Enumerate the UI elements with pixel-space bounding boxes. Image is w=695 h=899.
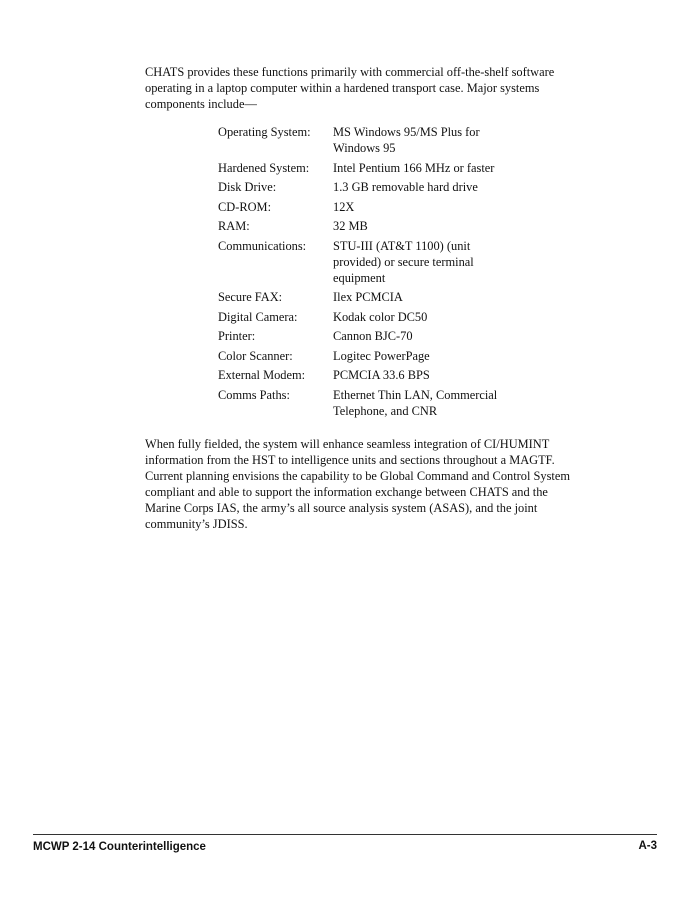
closing-paragraph: When fully fielded, the system will enhance seamless integration of CI/HUMINT information from the HST to intelligence units and sections throughout a MAGTF. Current planning envisions the capability to be Global Command and Control System compliant and able to support the information exchange between CHATS and the Marine Corps IAS, the army’s all source analysis system (ASAS), and the joint community’s JDISS. [145, 437, 571, 531]
table-row [218, 124, 508, 160]
components-table [218, 124, 508, 422]
component-label: Communications: [218, 238, 307, 253]
component-label: Color Scanner: [218, 348, 293, 363]
table-row [218, 348, 508, 368]
table-row [218, 160, 508, 180]
table-row [218, 218, 508, 238]
intro-paragraph: CHATS provides these functions primarily with commercial off-the-shelf software operating in a laptop computer within a hardened transport case. Major systems components include— [145, 65, 555, 111]
component-label: Digital Camera: [218, 309, 298, 324]
table-row [218, 309, 508, 329]
component-value: Logitec PowerPage [333, 348, 430, 363]
component-label: External Modem: [218, 368, 306, 382]
component-value: Ilex PCMCIA [333, 290, 403, 304]
table-row [218, 238, 508, 290]
page-number: A-3 [638, 840, 657, 852]
component-value: STU-III (AT&T 1100) (unit provided) or secure terminal equipment [333, 238, 474, 285]
component-value: Intel Pentium 166 MHz or faster [333, 160, 495, 175]
component-label: CD-ROM: [218, 199, 272, 214]
component-label: Comms Paths: [218, 387, 290, 402]
table-row [218, 289, 508, 309]
component-value: MS Windows 95/MS Plus for Windows 95 [333, 125, 480, 155]
table-row [218, 199, 508, 219]
table-row [218, 367, 508, 387]
table-row [218, 387, 508, 423]
component-value: 12X [333, 199, 355, 214]
component-value: Cannon BJC-70 [333, 329, 413, 343]
component-label: Printer: [218, 329, 256, 343]
table-row [218, 328, 508, 348]
component-label: Secure FAX: [218, 290, 283, 304]
component-value: Kodak color DC50 [333, 309, 428, 324]
component-value: PCMCIA 33.6 BPS [333, 368, 430, 382]
component-label: Operating System: [218, 125, 311, 139]
table-row [218, 179, 508, 199]
component-value: Ethernet Thin LAN, Commercial Telephone, and CNR [333, 387, 498, 418]
component-value: 1.3 GB removable hard drive [333, 180, 478, 194]
footer-publication-title: MCWP 2-14 Counterintelligence [33, 841, 206, 853]
footer-divider [33, 834, 657, 835]
component-label: RAM: [218, 219, 250, 233]
component-value: 32 MB [333, 219, 368, 233]
component-label: Hardened System: [218, 160, 310, 175]
component-label: Disk Drive: [218, 180, 277, 194]
